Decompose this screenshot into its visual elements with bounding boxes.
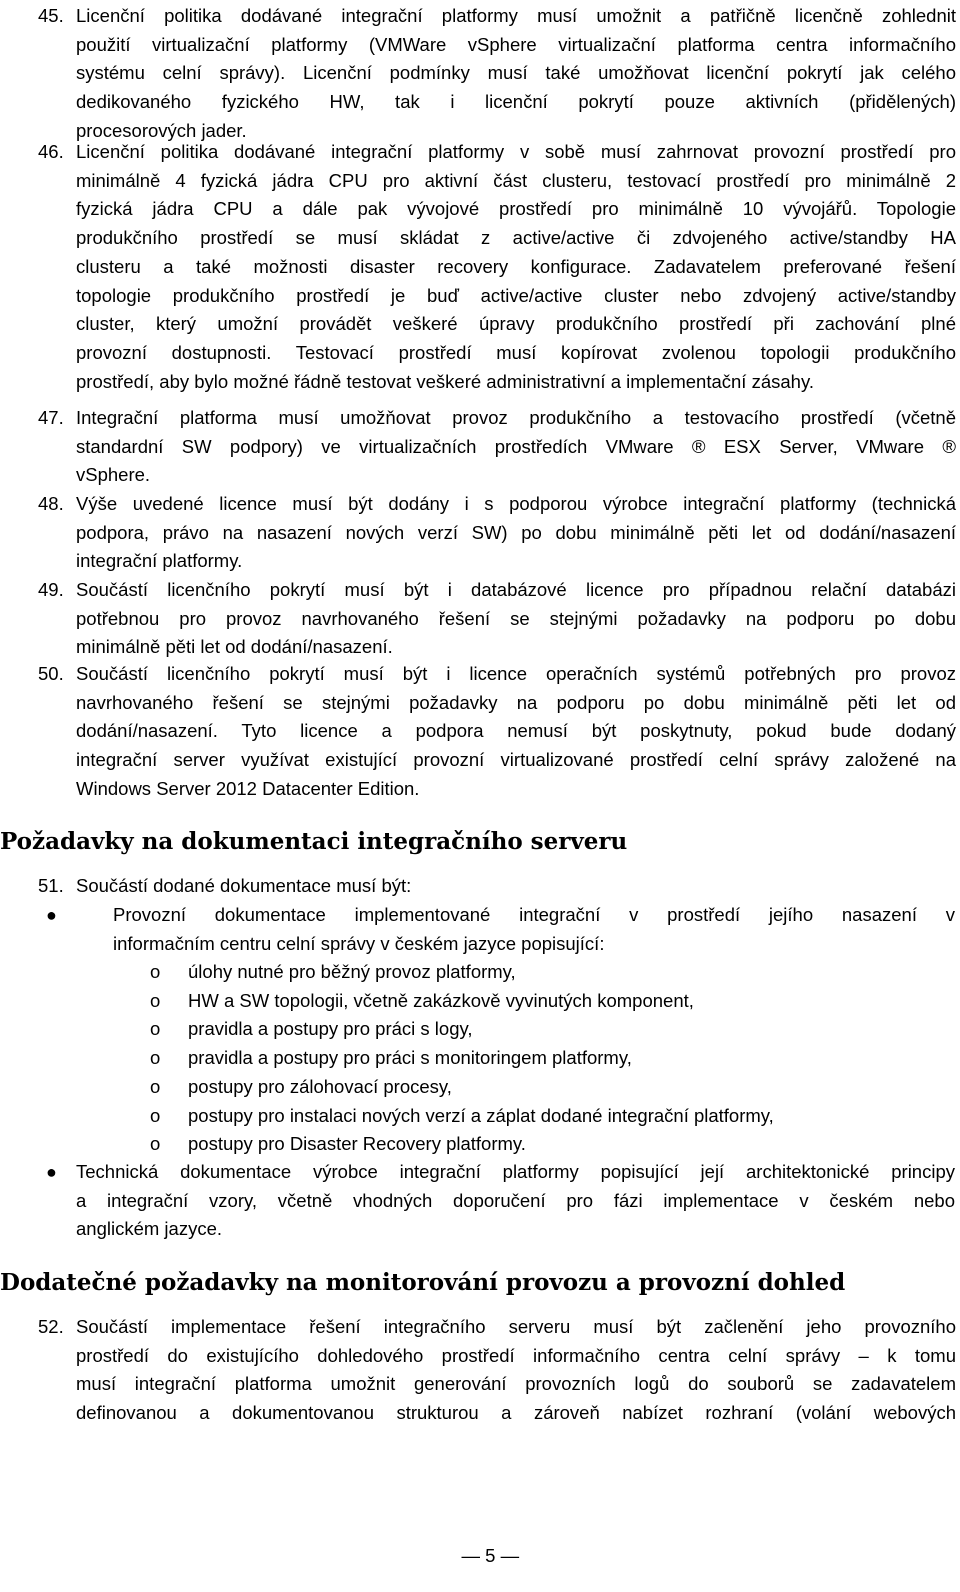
sub-bullet-icon: o — [150, 961, 161, 982]
sub-list-item: HW a SW topologii, včetně zakázkově vyvinutých komponent, — [188, 989, 694, 1011]
paragraph-line: standardní SW podpory) ve virtualizačních prostředích VMware ® ESX Server, VMware ® — [76, 435, 956, 457]
paragraph-line: clusteru a také možnosti disaster recovery konfigurace. Zadavatelem preferované řešení — [76, 255, 956, 277]
sub-bullet-icon: o — [150, 1047, 161, 1069]
paragraph-line: navrhovaného řešení se stejnými požadavky na podporu po dobu minimálně pěti let od — [76, 691, 956, 713]
paragraph-line: Integrační platforma musí umožňovat provoz produkčního a testovacího prostředí (včetně — [76, 407, 956, 428]
sub-list-item: postupy pro zálohovací procesy, — [188, 1075, 452, 1097]
page-footer — [0, 1520, 960, 1592]
section-heading: Dodatečné požadavky na monitorování provozu a provozní dohled — [0, 1269, 846, 1296]
sub-bullet-icon: o — [150, 1018, 161, 1040]
sub-bullet-icon: o — [150, 989, 161, 1011]
bullet-line: Technická dokumentace výrobce integrační platformy popisující její architektonické principy — [76, 1161, 955, 1182]
sub-bullet-icon: o — [150, 1075, 161, 1097]
paragraph-line: prostředí, aby bylo možné řádně testovat veškeré administrativní a implementační zásahy. — [76, 370, 814, 392]
bullet-line: informačním centru celní správy v českém jazyce popisující: — [113, 932, 605, 954]
paragraph-line: minimálně 4 fyzická jádra CPU pro aktivní část clusteru, testovací prostředí pro minimálně 2 — [76, 169, 956, 191]
item-number: 47. — [38, 407, 64, 428]
paragraph-line: podpora, právo na nasazení nových verzí SW) po dobu minimálně pěti let od dodání/nasazení — [76, 521, 956, 543]
paragraph-line: Licenční politika dodávané integrační platformy v sobě musí zahrnovat provozní prostředí pro — [76, 141, 956, 162]
paragraph-line: musí integrační platforma umožnit generování provozních logů do souborů se zadavatelem — [76, 1373, 956, 1395]
bullet-line: anglickém jazyce. — [76, 1218, 223, 1240]
item-number: 51. — [38, 875, 64, 896]
paragraph-line: Součástí licenčního pokrytí musí být i licence operačních systémů potřebných pro provoz — [76, 663, 956, 684]
sub-bullet-icon: o — [150, 1133, 161, 1155]
paragraph-line: použití virtualizační platformy (VMWare vSphere virtualizační platforma centra informačního — [76, 33, 956, 55]
paragraph-line: provozní dostupnosti. Testovací prostředí musí kopírovat zvolenou topologii produkčního — [76, 341, 956, 363]
paragraph-line: topologie produkčního prostředí je buď active/active cluster nebo zdvojený active/standby — [76, 284, 956, 306]
paragraph-line: integrační server využívat existující provozní virtualizované prostředí celní správy založené na — [76, 749, 956, 771]
paragraph-line: Windows Server 2012 Datacenter Edition. — [76, 777, 420, 799]
paragraph-line: cluster, který umožní provádět veškeré úpravy produkčního prostředí při zachování plné — [76, 313, 956, 335]
item-number: 52. — [38, 1316, 64, 1337]
sub-list-item: úlohy nutné pro běžný provoz platformy, — [188, 961, 516, 982]
paragraph-line: potřebnou pro provoz navrhovaného řešení se stejnými požadavky na podporu po dobu — [76, 607, 956, 629]
paragraph-line: Součástí implementace řešení integračního serveru musí být začlenění jeho provozního — [76, 1316, 956, 1337]
sub-list-item: postupy pro Disaster Recovery platformy. — [188, 1133, 526, 1155]
paragraph-line: definovanou a dokumentovanou strukturou a zároveň nabízet rozhraní (volání webových — [76, 1402, 956, 1424]
item-number: 50. — [38, 663, 64, 684]
paragraph-line: minimálně pěti let od dodání/nasazení. — [76, 636, 393, 658]
sub-bullet-icon: o — [150, 1104, 161, 1126]
item-number: 48. — [38, 493, 64, 514]
paragraph-line: Licenční politika dodávané integrační platformy musí umožnit a patřičně licenčně zohlednit — [76, 5, 956, 26]
page-number: 5 — [485, 1545, 496, 1566]
section-heading: Požadavky na dokumentaci integračního serveru — [0, 828, 628, 855]
paragraph-line: Výše uvedené licence musí být dodány i s podporou výrobce integrační platformy (technická — [76, 493, 956, 514]
paragraph-line: dodání/nasazení. Tyto licence a podpora nemusí být poskytnuty, pokud bude dodaný — [76, 720, 956, 742]
paragraph-line: vSphere. — [76, 464, 151, 486]
paragraph-line: systému celní správy). Licenční podmínky musí také umožňovat licenční pokrytí jak celého — [76, 62, 956, 84]
paragraph-line: procesorových jader. — [76, 119, 247, 141]
bullet-icon: ● — [46, 1162, 57, 1182]
footer-dash: — — [461, 1545, 480, 1566]
item-number: 45. — [38, 5, 64, 26]
bullet-line: a integrační vzory, včetně vhodných doporučení pro fázi implementace v českém nebo — [76, 1189, 955, 1211]
bullet-line: Provozní dokumentace implementované integrační v prostředí jejího nasazení v — [113, 904, 955, 925]
bullet-icon: ● — [46, 905, 57, 925]
sub-list-item: postupy pro instalaci nových verzí a záplat dodané integrační platformy, — [188, 1104, 774, 1126]
paragraph-line: prostředí do existujícího dohledového prostředí informačního centra celní správy – k tomu — [76, 1344, 956, 1366]
paragraph-line: fyzická jádra CPU a dále pak vývojové prostředí pro minimálně 10 vývojářů. Topologie — [76, 198, 956, 220]
item-number: 49. — [38, 579, 64, 600]
paragraph-line: Součástí licenčního pokrytí musí být i databázové licence pro případnou relační databázi — [76, 579, 956, 600]
paragraph-line: Součástí dodané dokumentace musí být: — [76, 875, 412, 896]
sub-list-item: pravidla a postupy pro práci s monitoringem platformy, — [188, 1047, 632, 1069]
footer-dash: — — [500, 1545, 520, 1566]
paragraph-line: dedikovaného fyzického HW, tak i licenční pokrytí pouze aktivních (přidělených) — [76, 91, 956, 113]
paragraph-line: integrační platformy. — [76, 550, 243, 572]
paragraph-line: produkčního prostředí se musí skládat z active/active či zdvojeného active/standby HA — [76, 227, 956, 249]
sub-list-item: pravidla a postupy pro práci s logy, — [188, 1018, 473, 1040]
item-number: 46. — [38, 141, 64, 162]
